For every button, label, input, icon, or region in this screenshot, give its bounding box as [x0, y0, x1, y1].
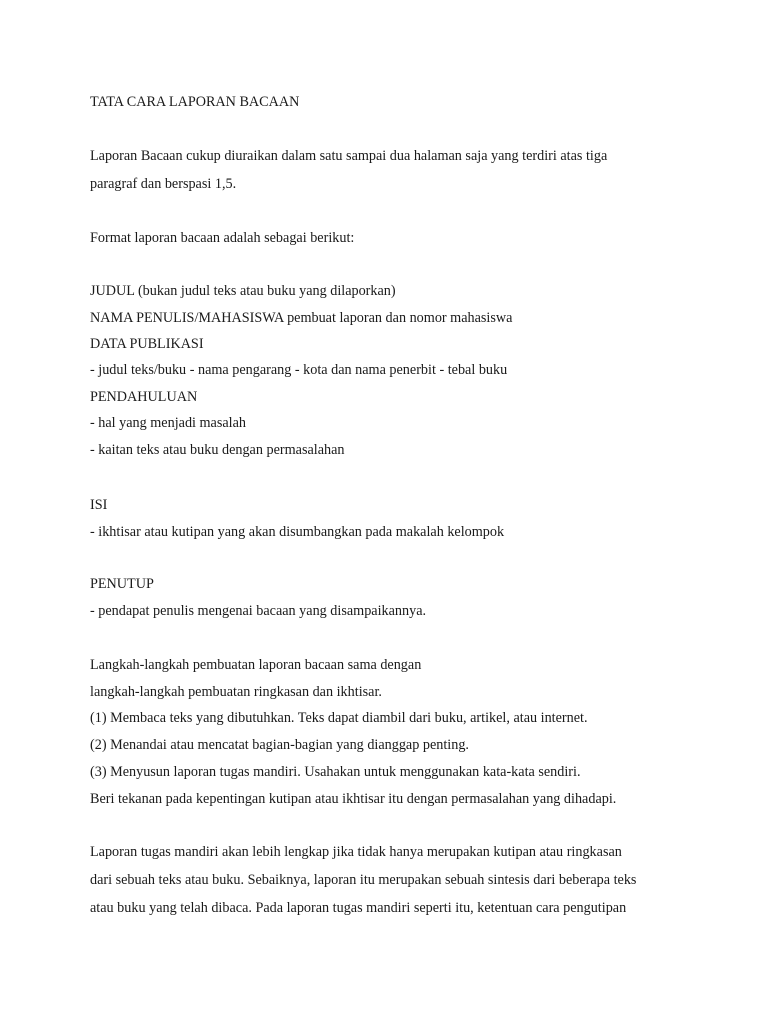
intro-line: paragraf dan berspasi 1,5. [90, 176, 237, 192]
format-item: - judul teks/buku - nama pengarang - kota dan nama penerbit - tebal buku [90, 362, 508, 378]
closing-line: Laporan tugas mandiri akan lebih lengkap jika tidak hanya merupakan kutipan atau ringkasan [90, 844, 622, 860]
steps-line: Langkah-langkah pembuatan laporan bacaan sama dengan [90, 657, 422, 673]
document-title: TATA CARA LAPORAN BACAAN [90, 94, 300, 110]
closing-line: atau buku yang telah dibaca. Pada laporan tugas mandiri seperti itu, ketentuan cara pengutipan [90, 900, 627, 916]
format-item: - kaitan teks atau buku dengan permasalahan [90, 442, 345, 458]
format-item: JUDUL (bukan judul teks atau buku yang dilaporkan) [90, 283, 396, 299]
steps-line: (2) Menandai atau mencatat bagian-bagian yang dianggap penting. [90, 737, 469, 753]
section-heading-penutup: PENUTUP [90, 576, 154, 592]
format-intro: Format laporan bacaan adalah sebagai berikut: [90, 230, 355, 246]
format-item: - hal yang menjadi masalah [90, 415, 247, 431]
format-item: NAMA PENULIS/MAHASISWA pembuat laporan dan nomor mahasiswa [90, 310, 513, 326]
steps-line: Beri tekanan pada kepentingan kutipan atau ikhtisar itu dengan permasalahan yang dihadapi. [90, 791, 617, 807]
intro-line: Laporan Bacaan cukup diuraikan dalam satu sampai dua halaman saja yang terdiri atas tiga [90, 148, 608, 164]
steps-line: langkah-langkah pembuatan ringkasan dan ikhtisar. [90, 684, 382, 700]
format-item: DATA PUBLIKASI [90, 336, 204, 352]
steps-line: (3) Menyusun laporan tugas mandiri. Usahakan untuk menggunakan kata-kata sendiri. [90, 764, 581, 780]
closing-line: dari sebuah teks atau buku. Sebaiknya, laporan itu merupakan sebuah sintesis dari beberapa teks [90, 872, 637, 888]
isi-item: - ikhtisar atau kutipan yang akan disumbangkan pada makalah kelompok [90, 524, 505, 540]
format-item: PENDAHULUAN [90, 389, 198, 405]
section-heading-isi: ISI [90, 497, 108, 513]
steps-line: (1) Membaca teks yang dibutuhkan. Teks dapat diambil dari buku, artikel, atau internet. [90, 710, 588, 726]
penutup-item: - pendapat penulis mengenai bacaan yang disampaikannya. [90, 603, 427, 619]
